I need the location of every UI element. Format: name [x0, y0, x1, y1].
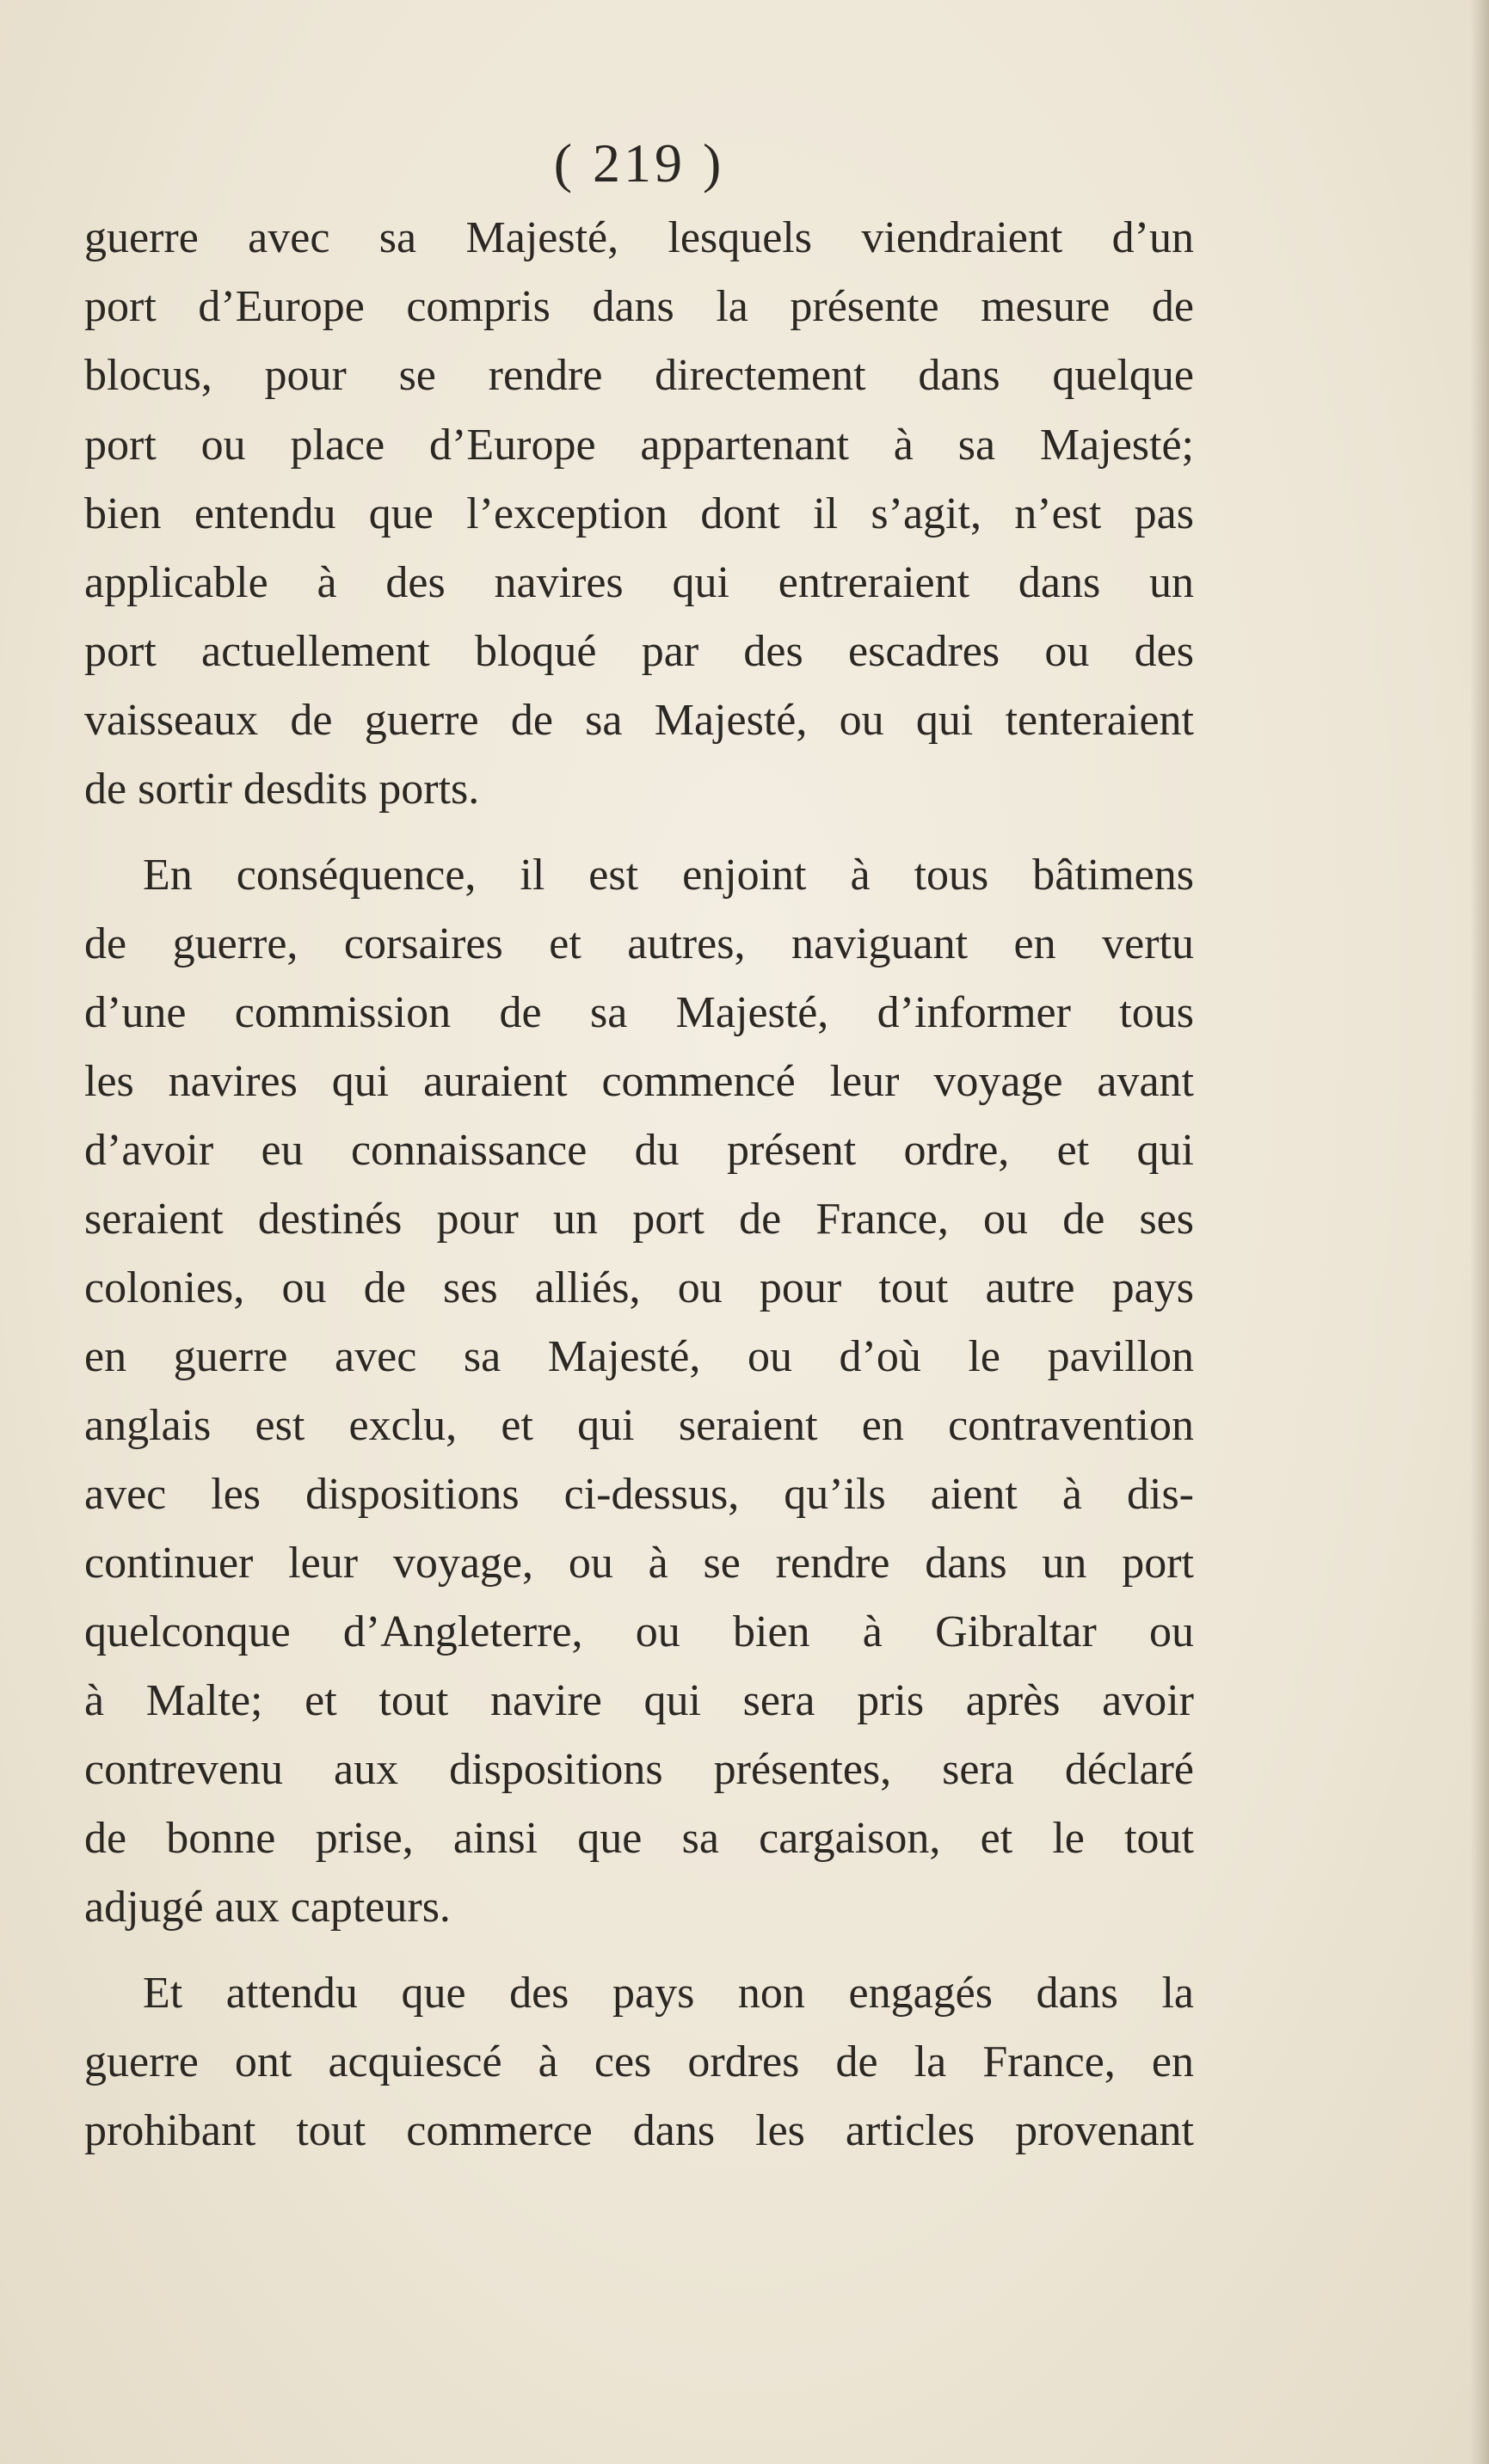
- text-line: de bonne prise, ainsi que sa cargaison, et le tout: [84, 1814, 1194, 1863]
- text-line: applicable à des navires qui entreraient dans un: [84, 558, 1194, 607]
- text-line: les navires qui auraient commencé leur voyage avant: [84, 1057, 1194, 1106]
- text-line: avec les dispositions ci-dessus, qu’ils aient à dis-: [84, 1470, 1194, 1519]
- text-line: continuer leur voyage, ou à se rendre dans un port: [84, 1539, 1194, 1588]
- text-line: de sortir desdits ports.: [84, 765, 480, 814]
- text-line: port ou place d’Europe appartenant à sa Majesté;: [84, 421, 1194, 470]
- page-edge-shadow: [1470, 0, 1489, 2464]
- text-line: Et attendu que des pays non engagés dans la: [143, 1969, 1194, 2018]
- text-line: seraient destinés pour un port de France, ou de ses: [84, 1195, 1194, 1244]
- text-line: prohibant tout commerce dans les articles provenant: [84, 2106, 1194, 2155]
- text-line: blocus, pour se rendre directement dans quelque: [84, 351, 1194, 400]
- text-line: d’avoir eu connaissance du présent ordre, et qui: [84, 1126, 1194, 1175]
- text-line: guerre ont acquiescé à ces ordres de la France, en: [84, 2037, 1194, 2086]
- page-number: ( 219 ): [553, 132, 725, 194]
- text-line: d’une commission de sa Majesté, d’informer tous: [84, 988, 1194, 1037]
- text-line: colonies, ou de ses alliés, ou pour tout autre pays: [84, 1263, 1194, 1312]
- text-line: port actuellement bloqué par des escadres ou des: [84, 627, 1194, 676]
- text-line: quelconque d’Angleterre, ou bien à Gibraltar ou: [84, 1607, 1194, 1656]
- text-line: anglais est exclu, et qui seraient en contravention: [84, 1401, 1194, 1450]
- text-line: adjugé aux capteurs.: [84, 1883, 451, 1932]
- text-line: port d’Europe compris dans la présente mesure de: [84, 282, 1194, 331]
- text-line: En conséquence, il est enjoint à tous bâtimens: [143, 851, 1194, 900]
- text-line: guerre avec sa Majesté, lesquels viendraient d’un: [84, 213, 1194, 262]
- text-line: en guerre avec sa Majesté, ou d’où le pavillon: [84, 1332, 1194, 1381]
- text-line: contrevenu aux dispositions présentes, sera déclaré: [84, 1745, 1194, 1794]
- text-line: de guerre, corsaires et autres, naviguant en vertu: [84, 919, 1194, 968]
- text-line: à Malte; et tout navire qui sera pris après avoir: [84, 1676, 1194, 1725]
- text-line: bien entendu que l’exception dont il s’agit, n’est pas: [84, 489, 1194, 538]
- text-line: vaisseaux de guerre de sa Majesté, ou qui tenteraient: [84, 696, 1194, 745]
